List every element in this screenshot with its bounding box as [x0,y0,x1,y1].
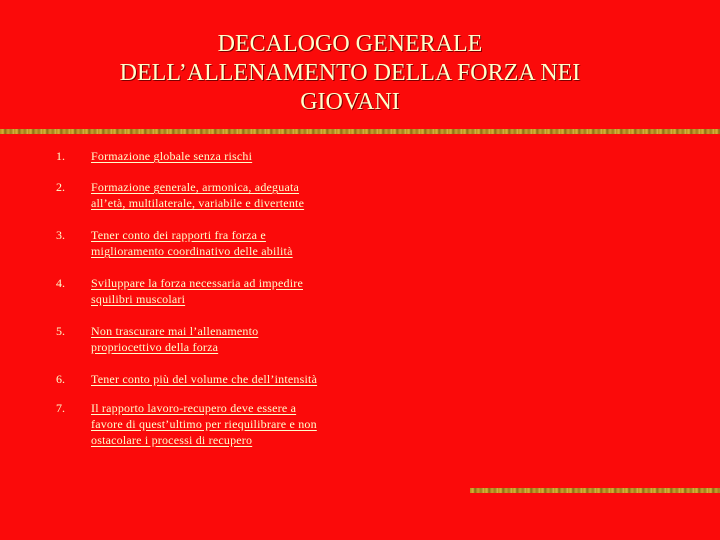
list-item [56,227,656,259]
decorative-rule-bottom [470,488,720,493]
list-item-number: 2. [56,180,65,194]
list-item-number: 4. [56,276,65,290]
list-item [56,179,656,211]
list-item [56,148,656,164]
list-item [56,400,656,448]
list-item-number: 3. [56,228,65,242]
list-item [56,371,656,387]
list-item-text: Sviluppare la forza necessaria ad impedire squilibri muscolari [91,276,303,306]
list-item-number: 5. [56,324,65,338]
list-item [56,275,656,307]
list-item-text: Tener conto dei rapporti fra forza e miglioramento coordinativo delle abilità [91,228,293,258]
list-item-number: 1. [56,149,65,163]
list-item-text: Formazione generale, armonica, adeguata all’età, multilaterale, variabile e divertente [91,180,305,210]
list-item-text: Tener conto più del volume che dell’intensità [91,372,318,386]
list-item-number: 6. [56,372,65,386]
list-item-number: 7. [56,401,65,415]
slide-title: DECALOGO GENERALE DELL’ALLENAMENTO DELLA FORZA NEI GIOVANI [119,31,581,115]
list-item-text: Formazione globale senza rischi [91,149,253,163]
list-item-text: Non trascurare mai l’allenamento propriocettivo della forza [91,324,259,354]
list-item-text: Il rapporto lavoro-recupero deve essere a favore di quest’ultimo per riequilibrare e non ostacolare i processi di recupero [91,401,317,447]
list-item [56,323,656,355]
decorative-rule-top [0,129,720,134]
